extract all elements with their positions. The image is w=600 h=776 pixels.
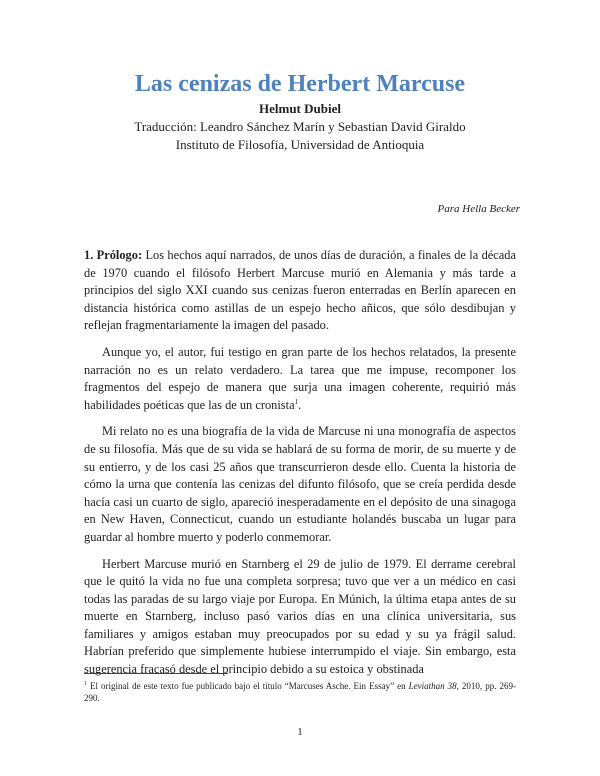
paragraph-prologue [84,247,516,335]
footnote-number: 1 [84,681,87,687]
paragraph-prologue-text: Los hechos aquí narrados, de unos días de duración, a finales de la década de 1970 cuando el filósofo Herbert Marcuse murió en Alemania y más tarde a principios del siglo XXI cuando sus cenizas fueron enterradas en Berlín aparecen en distancia histórica como astillas de un espejo hecho añicos, que sólo desdibujan y reflejan fragmentariamente la imagen del pasado. [84,248,516,333]
paragraph-2-end: . [298,397,302,412]
dedication: Para Hella Becker [437,203,520,215]
translation-credit: Traducción: Leandro Sánchez Marín y Sebastian David Giraldo [134,119,466,134]
page-number: 1 [297,726,303,738]
footnote-divider [84,673,228,674]
paragraph-4: Herbert Marcuse murió en Starnberg el 29 de julio de 1979. El derrame cerebral que le quitó la vida no fue una completa sorpresa; tuvo que ver a un médico en casi todas las paradas de su largo viaje por Europa. En Múnich, la última etapa antes de su muerte en Starnberg, incluso pasó varios días en una clínica universitaria, sus familiares y amigos estaban muy preocupados por su edad y su ya frágil salud. Habrían preferido que simplemente hubiese interrumpido el viaje. Sin embargo, esta sugerencia fracasó desde el principio debido a su estoica y obstinada [84,556,516,677]
paragraph-3: Mi relato no es una biografía de la vida de Marcuse ni una monografía de aspectos de su filosofía. Más que de su vida se hablará de su forma de morir, de su muerte y de su entierro, y de los casi 25 años que transcurrieron desde ello. Cuenta la historia de cómo la urna que contenía las cenizas del difunto filósofo, que se creía perdida desde hacía casi un cuarto de siglo, apareció inesperadamente en el depósito de una sinagoga en New Haven, Connecticut, cuando un estudiante holandés buscaba un lugar para guardar al hombre muerto y poderlo conmemorar. [84,424,516,544]
document-title: Las cenizas de Herbert Marcuse [134,71,466,97]
footnote-text-before: El original de este texto fue publicado bajo el título “Marcuses Asche. Ein Essay” en [87,681,409,691]
body-text [84,247,516,688]
footnote-reference[interactable]: 1 [294,397,299,406]
footnote-journal: Leviathan 38 [408,681,457,691]
section-heading-prologue: 1. Prólogo: [84,248,143,262]
paragraph-2 [84,344,516,414]
institute-affiliation: Instituto de Filosofía, Universidad de Antioquia [175,137,425,152]
footnote-text-after: , 2010, pp. 269-290. [84,681,516,703]
footnote [84,680,516,704]
paragraph-2-text: Aunque yo, el autor, fui testigo en gran parte de los hechos relatados, la presente narración no es un relato verdadero. La tarea que me impuse, recomponer los fragmentos del espejo de manera que surja una imagen coherente, requirió más habilidades poéticas que las de un cronista [84,344,516,412]
author-name: Helmut Dubiel [259,101,341,116]
